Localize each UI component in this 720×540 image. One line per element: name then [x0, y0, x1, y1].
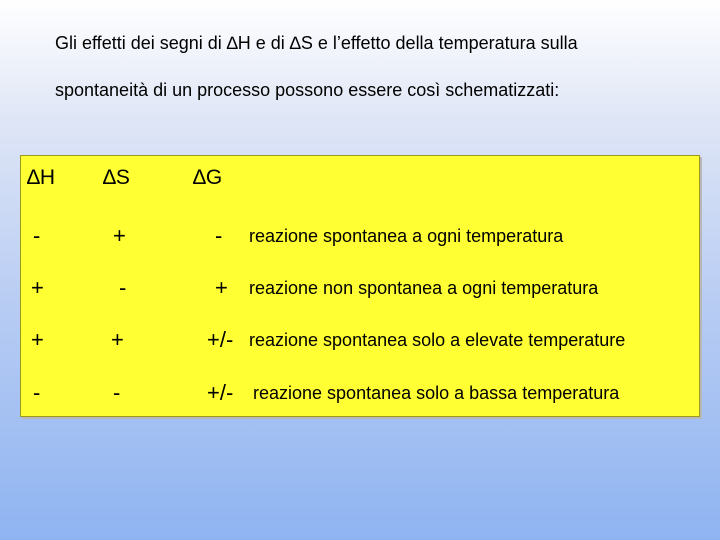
row-3-delta-s: +	[111, 327, 124, 352]
row-4-delta-s: -	[113, 380, 121, 405]
row-2-delta-s: -	[119, 275, 127, 300]
row-4-delta-g: +/-	[207, 380, 234, 405]
row-2-delta-h: +	[31, 275, 44, 300]
row-2-delta-g: +	[215, 275, 228, 300]
header-delta-g: ∆G	[193, 166, 223, 189]
row-2-description: reazione non spontanea a ogni temperatura	[249, 278, 599, 298]
summary-table	[20, 155, 700, 417]
intro-line-1: Gli effetti dei segni di ∆H e di ∆S e l’effetto della temperatura sulla	[55, 33, 578, 53]
row-1-delta-h: -	[33, 223, 41, 248]
row-1-description: reazione spontanea a ogni temperatura	[249, 226, 564, 246]
header-delta-h: ∆H	[27, 166, 56, 189]
row-4-description: reazione spontanea solo a bassa temperatura	[253, 383, 620, 403]
row-1-delta-g: -	[215, 223, 223, 248]
intro-line-2: spontaneità di un processo possono essere così schematizzati:	[55, 80, 560, 100]
row-3-description: reazione spontanea solo a elevate temperature	[249, 330, 626, 350]
row-3-delta-h: +	[31, 327, 44, 352]
row-3-delta-g: +/-	[207, 327, 234, 352]
row-4-delta-h: -	[33, 380, 41, 405]
header-delta-s: ∆S	[103, 166, 130, 189]
row-1-delta-s: +	[113, 223, 126, 248]
